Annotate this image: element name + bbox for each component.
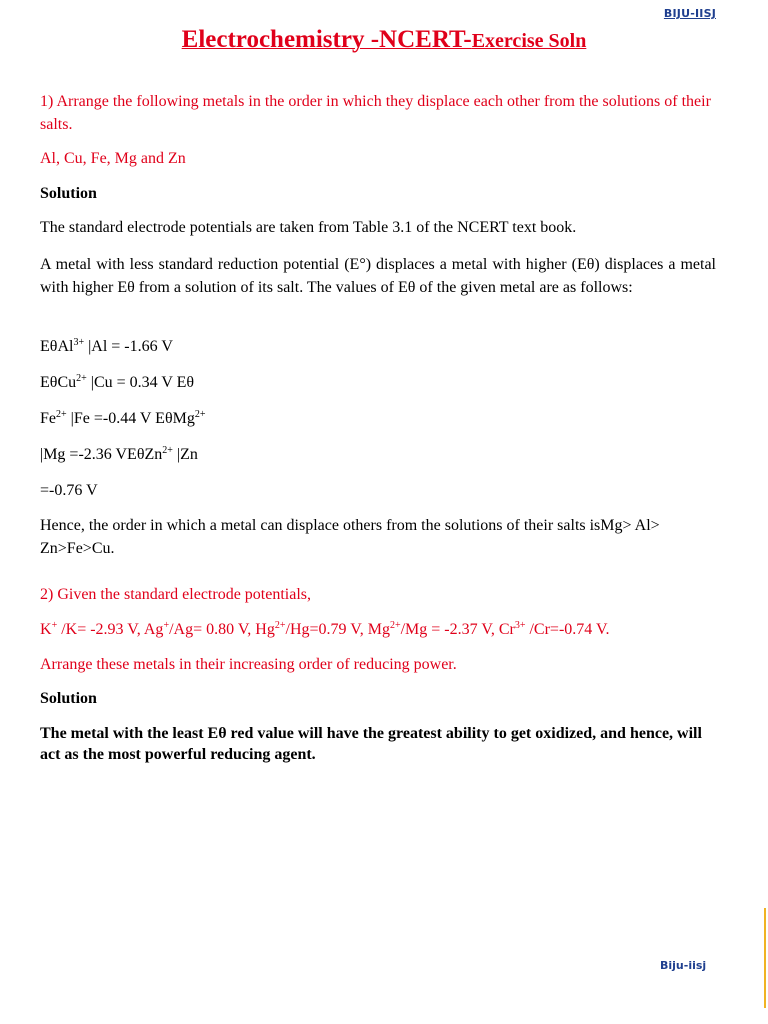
potential-line-zn: =-0.76 V	[40, 482, 98, 499]
page-title	[0, 26, 768, 54]
q2-potentials: K+ /K= -2.93 V, Ag+/Ag= 0.80 V, $Hg^{2+}/Hg=0.79$ V, $Mg^{2+}/Mg = -2.37$ V, $Cr^{3+}$ /Cr=-0.74 V.	[40, 620, 610, 638]
title-sub: Exercise Soln	[471, 30, 587, 52]
footer-tag: Biju-iisj	[660, 959, 707, 972]
q1-question: 1) Arrange the following metals in the order in which they displace each other from the solutions of their salts.	[40, 93, 711, 133]
potential-line-al: EθAl$^{3+}$ |Al = -1.66 V	[40, 337, 173, 355]
title-main: Electrochemistry -NCERT-	[181, 26, 472, 53]
q1-para1: The standard electrode potentials are taken from Table 3.1 of the NCERT text book.	[40, 219, 577, 236]
q2-solution-heading: Solution	[40, 690, 97, 707]
header-tag: BIJU-IISJ	[663, 7, 716, 20]
potential-line-mg: |Mg =-2.36 VEθZn$^{2+}$ |Zn	[40, 445, 198, 463]
q2-question: 2) Given the standard electrode potentials,	[40, 586, 312, 603]
page-edge-rule	[764, 908, 766, 1008]
q2-answer: The metal with the least Eθ red value will have the greatest ability to get oxidized, and hence, will act as the most powerful reducing agent.	[40, 725, 702, 763]
q2-instruction: Arrange these metals in their increasing order of reducing power.	[40, 656, 457, 673]
q1-metals: Al, Cu, Fe, Mg and Zn	[40, 150, 186, 167]
potential-line-fe: $Fe^{2+}$ |Fe =-0.44 V EθMg$^{2+}$	[40, 409, 206, 427]
q1-solution-heading: Solution	[40, 185, 97, 202]
potential-line-cu: EθCu$^{2+}$ |Cu = 0.34 V Eθ	[40, 373, 195, 391]
q1-conclusion: Hence, the order in which a metal can displace others from the solutions of their salts isMg> Al> Zn>Fe>Cu.	[40, 517, 660, 557]
q1-para2: A metal with less standard reduction potential (E°) displaces a metal with higher (Eθ) displaces a metal with higher Eθ from a solution of its salt. The values of Eθ of the given metal are as follows:	[40, 256, 716, 296]
